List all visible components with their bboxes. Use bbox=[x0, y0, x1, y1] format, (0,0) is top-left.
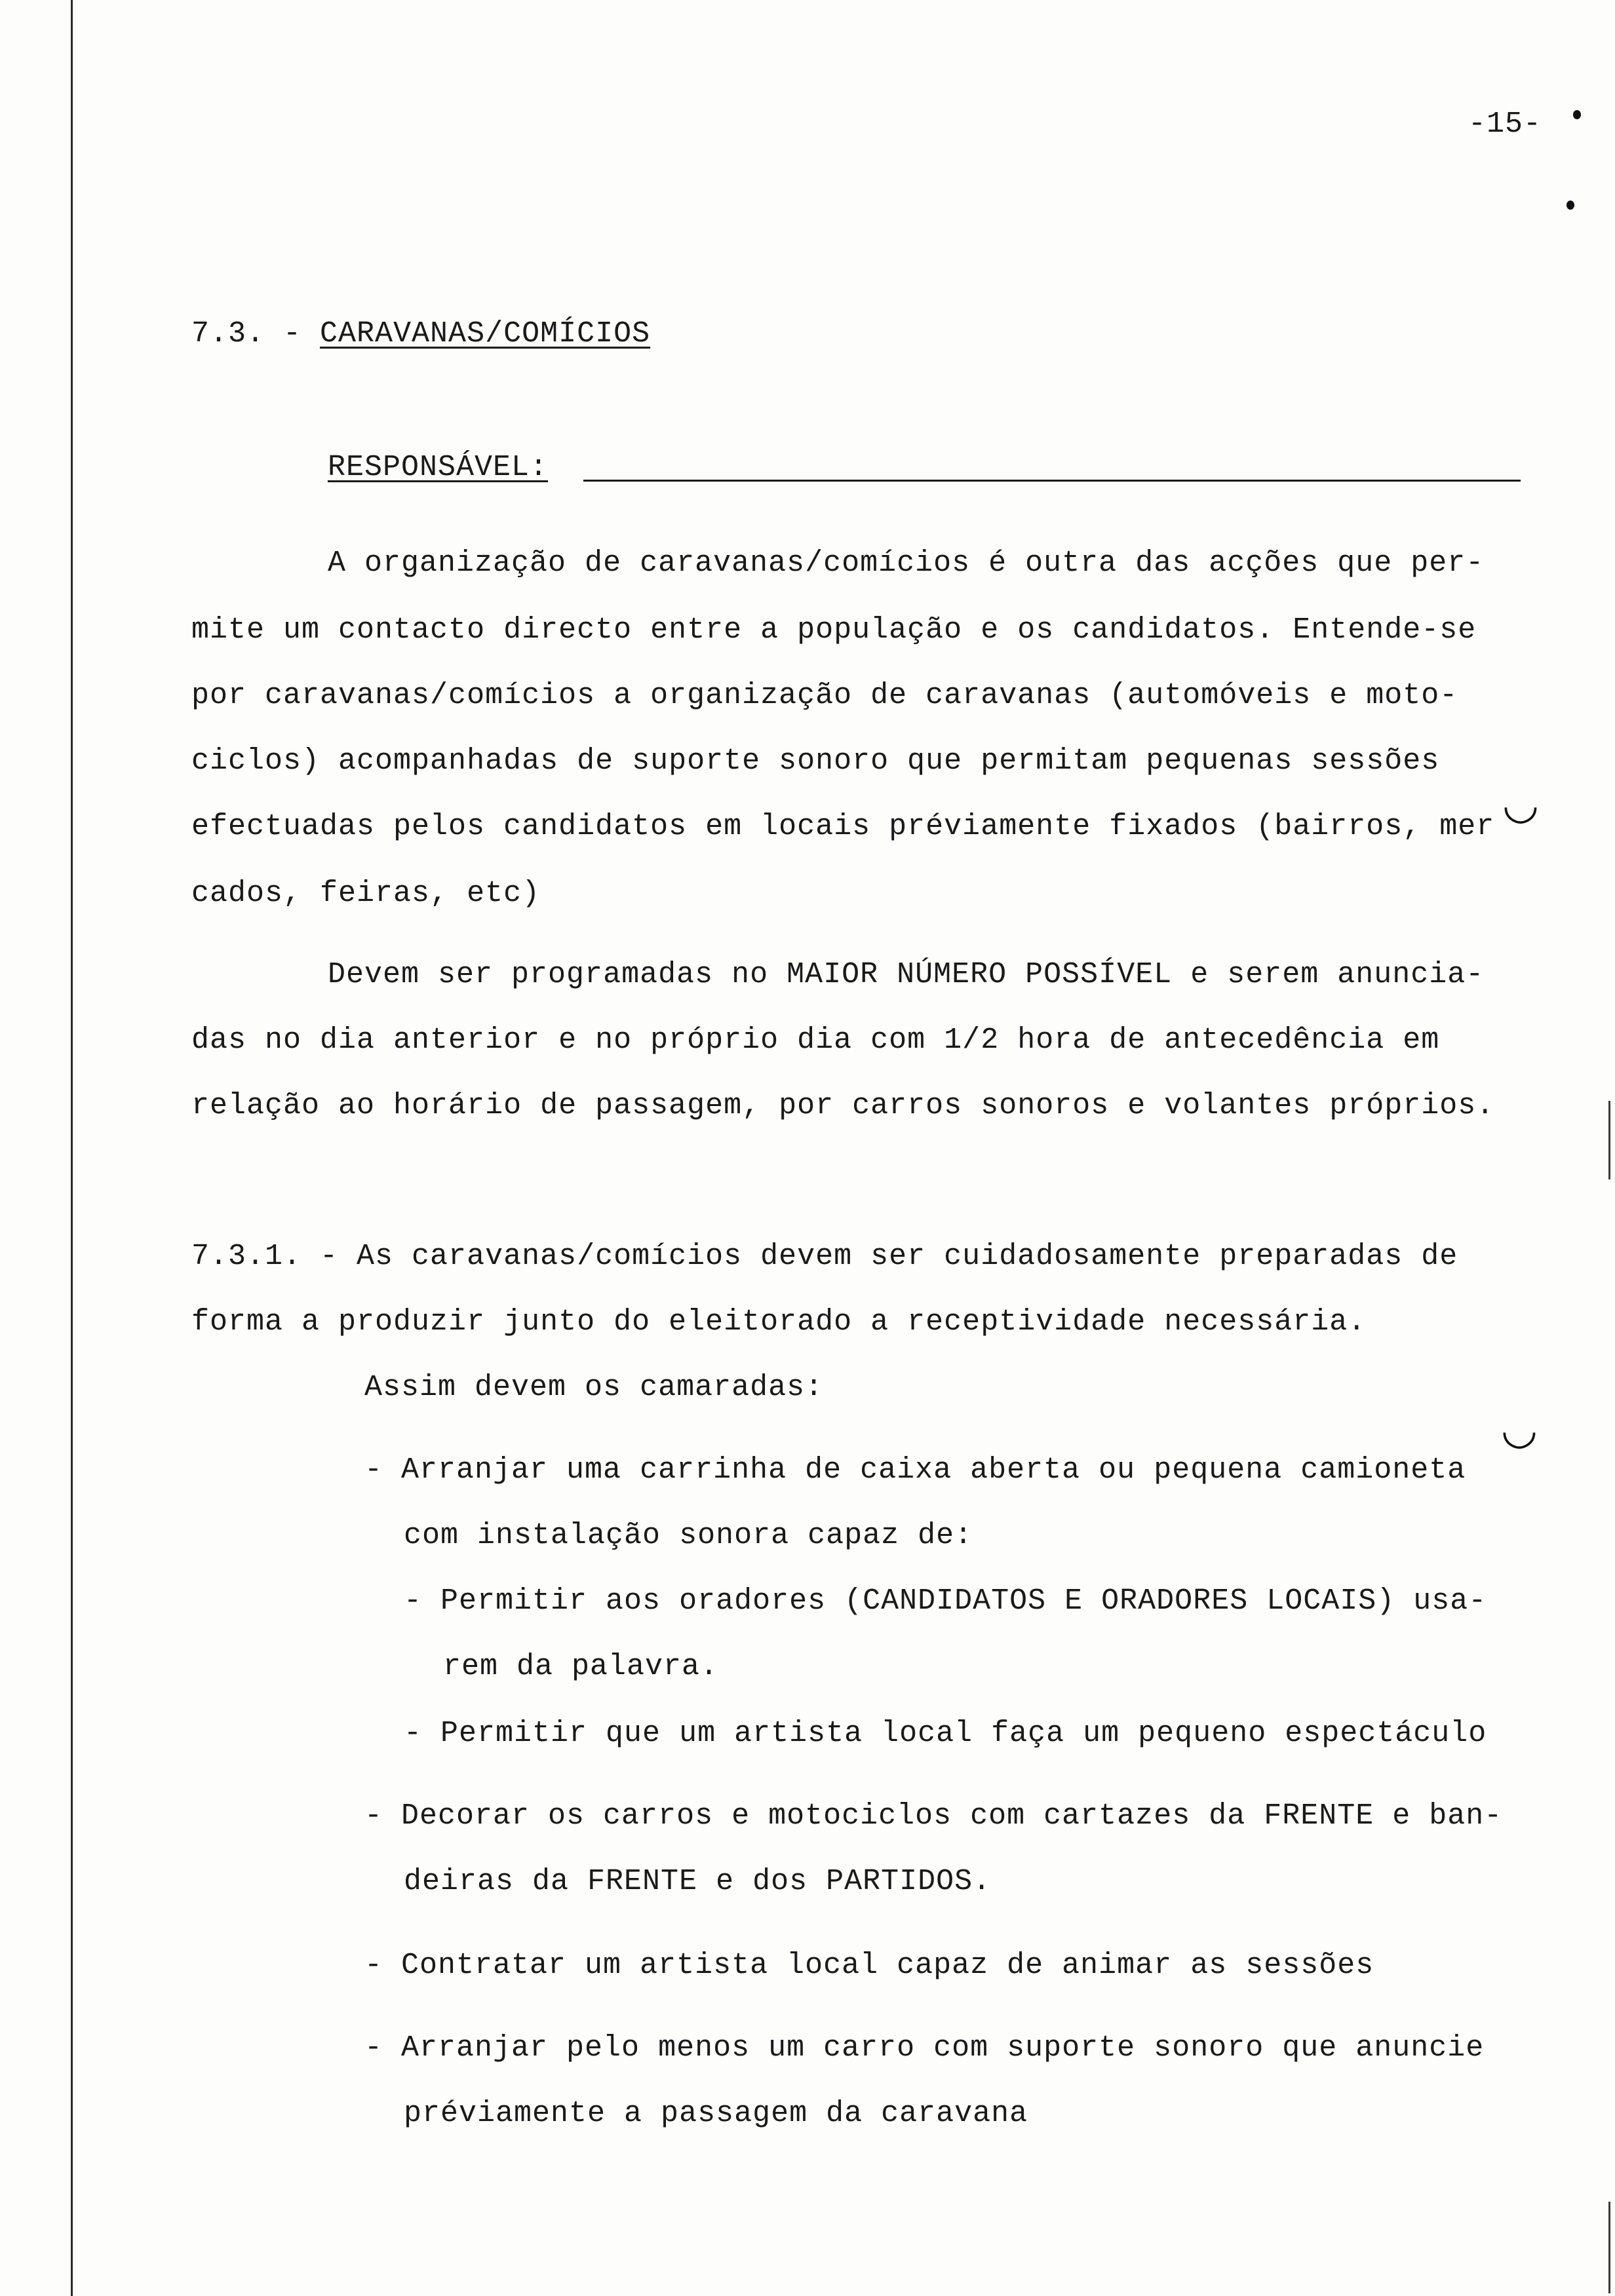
paragraph-line: relação ao horário de passagem, por carros sonoros e volantes próprios. bbox=[191, 1089, 1495, 1122]
list-item: - Decorar os carros e motociclos com cartazes da FRENTE e ban- bbox=[364, 1799, 1503, 1833]
list-item: - Arranjar pelo menos um carro com suporte sonoro que anuncie bbox=[364, 2031, 1485, 2065]
punch-hole-dot bbox=[1573, 110, 1581, 119]
list-item: deiras da FRENTE e dos PARTIDOS. bbox=[404, 1865, 992, 1898]
page-edge-right-lower bbox=[1608, 2202, 1610, 2293]
handwritten-mark: ◡ bbox=[1502, 780, 1539, 829]
page-edge-left bbox=[71, 0, 73, 2296]
section-heading bbox=[191, 315, 650, 354]
list-item: - Arranjar uma carrinha de caixa aberta ou pequena camioneta bbox=[364, 1453, 1466, 1487]
paragraph-line: A organização de caravanas/comícios é outra das acções que per- bbox=[328, 546, 1485, 580]
paragraph-line: mite um contacto directo entre a população e os candidatos. Entende-se bbox=[191, 613, 1477, 647]
subsection-line: forma a produzir junto do eleitorado a receptividade necessária. bbox=[191, 1305, 1367, 1339]
list-item: - Permitir que um artista local faça um pequeno espectáculo bbox=[404, 1717, 1487, 1750]
paragraph-line: das no dia anterior e no próprio dia com 1/2 hora de antecedência em bbox=[191, 1024, 1440, 1057]
handwritten-mark: ◡ bbox=[1501, 1406, 1538, 1454]
list-item: - Permitir aos oradores (CANDIDATOS E ORADORES LOCAIS) usa- bbox=[404, 1584, 1487, 1618]
list-item: préviamente a passagem da caravana bbox=[404, 2097, 1028, 2130]
paragraph-line: por caravanas/comícios a organização de caravanas (automóveis e moto- bbox=[191, 679, 1458, 712]
page-edge-right bbox=[1608, 1101, 1610, 1179]
section-number: 7.3. - bbox=[191, 317, 321, 351]
subsection-line: 7.3.1. - As caravanas/comícios devem ser cuidadosamente preparadas de bbox=[191, 1240, 1458, 1273]
paragraph-line: efectuadas pelos candidatos em locais préviamente fixados (bairros, mer bbox=[191, 810, 1495, 843]
page-number: -15- bbox=[1468, 107, 1542, 141]
list-item: com instalação sonora capaz de: bbox=[404, 1519, 973, 1552]
responsible-blank-line bbox=[583, 480, 1521, 482]
responsible-label: RESPONSÁVEL: bbox=[328, 451, 549, 484]
list-item: rem da palavra. bbox=[443, 1650, 719, 1683]
section-title: CARAVANAS/COMÍCIOS bbox=[320, 317, 651, 351]
paragraph-line: cados, feiras, etc) bbox=[191, 877, 541, 910]
list-item: - Contratar um artista local capaz de animar as sessões bbox=[364, 1949, 1374, 1982]
paragraph-line: ciclos) acompanhadas de suporte sonoro que permitam pequenas sessões bbox=[191, 744, 1440, 778]
punch-hole-dot bbox=[1566, 201, 1574, 210]
list-intro: Assim devem os camaradas: bbox=[364, 1371, 824, 1404]
paragraph-line: Devem ser programadas no MAIOR NÚMERO POSSÍVEL e serem anuncia- bbox=[328, 958, 1485, 991]
